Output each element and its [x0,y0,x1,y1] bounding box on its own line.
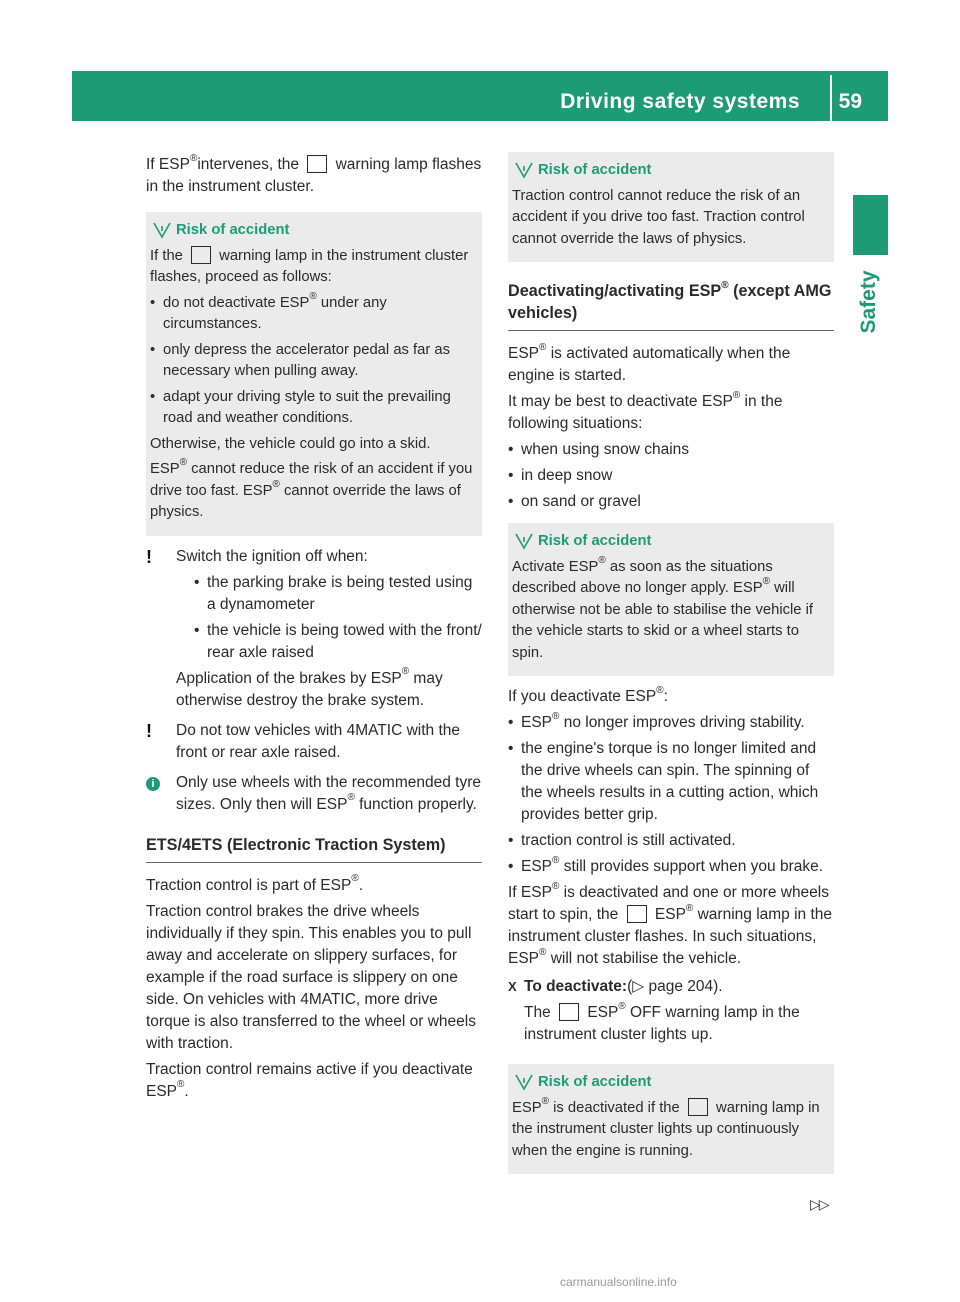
right-column: Risk of accident Traction control cannot reduce the risk of an accident if you drive too fast. Traction control cannot override the laws of physics. Deactivating/activating ESP® (except AMG vehicles) ESP® is activated automatically when the engine is started. It may be best to deactivate ESP® in the following situations: • when using snow chains • in deep snow • on sand or gravel Risk of accident Activate ESP® as soon as the situations described above no longer apply. ESP® will otherwise not be able to stabilise the vehicle if the vehicle starts to skid or a wheel starts to spin. If you deactivate ESP®: • ESP® no longer improves driving stability. • the engine's torque is no longer limited and the drive wheels can spin. The spinning of the wheels results in a cutting action, which provides better grip. • traction control is still activated. • ESP® still provides support when you brake. If ESP® is deactivated and one or more wheels start to spin, the ESP® warning lamp in the instrument cluster flashes. In such situations, ESP® will not stabilise the vehicle. X To deactivate:(▷ page 204). The ESP® OFF warning lamp in the instrument cluster lights up. Risk of accident ESP® is deactivated if the warning lamp in the instrument cluster lights up continuously when the engine is running. [508,152,834,1184]
exclamation-icon: ! [146,546,152,567]
warning-box: Risk of accident Traction control cannot reduce the risk of an accident if you drive too fast. Traction control cannot override the laws of physics. [508,152,834,262]
warning-heading: Risk of accident [512,1072,830,1094]
instruction-step: X To deactivate:(▷ page 204). The ESP® OFF warning lamp in the instrument cluster lights up. [508,978,800,1043]
esp-warning-icon [191,246,211,264]
continue-arrows-icon: ▷▷ [810,1196,828,1212]
warning-box: Risk of accident ESP® is deactivated if the warning lamp in the instrument cluster lights up continuously when the engine is running. [508,1064,834,1174]
list-item: • on sand or gravel [508,491,834,513]
warning-box: Risk of accident If the warning lamp in the instrument cluster flashes, proceed as follows: • do not deactivate ESP® under any circumstances. • only depress the accelerator pedal as far as necessary when pulling away. • adapt your driving style to suit the prevailing road and weather conditions. Otherwise, the vehicle could go into a skid. ESP® cannot reduce the risk of an accident if you drive too fast. ESP® cannot override the laws of physics. [146,212,482,536]
list-item: • ESP® no longer improves driving stability. [508,712,834,734]
esp-off-icon [559,1003,579,1021]
list-item: • the parking brake is being tested using a dynamometer [194,572,482,616]
warning-box: Risk of accident Activate ESP® as soon as the situations described above no longer apply. ESP® will otherwise not be able to stabilise the vehicle if the vehicle starts to skid or a wheel starts to spin. [508,523,834,676]
section-heading: Deactivating/activating ESP® (except AMG vehicles) [508,280,834,331]
header-divider [830,75,832,121]
body-paragraph: Traction control brakes the drive wheels individually if they spin. This enables you to pull away and accelerate on slippery surfaces, for example if the road surface is slippery on one side. On vehicles with 4MATIC, more drive torque is also transferred to the wheel or wheels with traction. [146,902,476,1052]
chapter-tab [853,195,888,255]
esp-warning-icon [627,905,647,923]
exclamation-icon: ! [146,720,152,741]
section-heading: ETS/4ETS (Electronic Traction System) [146,834,482,863]
step-arrow-icon: X [508,979,517,994]
info-icon: i [146,777,160,791]
list-item: • adapt your driving style to suit the prevailing road and weather conditions. [150,387,478,430]
chapter-tab-label: Safety [857,270,880,334]
page-number: 59 [838,90,862,113]
esp-warning-icon [307,155,327,173]
esp-off-icon [688,1098,708,1116]
warning-text: Otherwise, the vehicle could go into a skid. [150,435,431,452]
warning-heading: Risk of accident [512,160,830,182]
list-item: • when using snow chains [508,439,834,461]
watermark: carmanualsonline.info [560,1275,677,1289]
intro-paragraph: If ESP®intervenes, the warning lamp flashes in the instrument cluster. [146,152,482,195]
warning-heading: Risk of accident [512,531,830,553]
warning-triangle-icon [150,222,176,240]
left-column: If ESP®intervenes, the warning lamp flashes in the instrument cluster. Risk of accident If the warning lamp in the instrument cluster flashes, proceed as follows: • do not deactivate ESP® under any circumstances. • only depress the accelerator pedal as far as necessary when pulling away. • adapt your driving style to suit the prevailing road and weather conditions. Otherwise, the vehicle could go into a skid. ESP® cannot reduce the risk of an accident if you drive too fast. ESP® cannot override the laws of physics. ! Switch the ignition off when: • the parking brake is being tested using a dynamometer • the vehicle is being towed with the front/ rear axle raised Application of the brakes by ESP® may otherwise destroy the brake system. ! Do not tow vehicles with 4MATIC with the front or rear axle raised. i Only use wheels with the recommended tyre sizes. Only then will ESP® function properly. ETS/4ETS (Electronic Traction System) Traction control is part of ESP®. Traction control brakes the drive wheels individually if they spin. This enables you to pull away and accelerate on slippery surfaces, for example if the road surface is slippery on one side. On vehicles with 4MATIC, more drive torque is also transferred to the wheel or wheels with traction. Traction control remains active if you deactivate ESP®. [146,154,482,1107]
warning-triangle-icon [512,162,538,180]
section-title: Driving safety systems [560,90,800,113]
list-item: • in deep snow [508,465,834,487]
list-item: • only depress the accelerator pedal as far as necessary when pulling away. [150,340,478,383]
caution-note: ! Switch the ignition off when: • the parking brake is being tested using a dynamometer • the vehicle is being towed with the front/ rear axle raised Application of the brakes by ESP® may otherwise destroy the brake system. [146,546,482,712]
list-item: • do not deactivate ESP® under any circumstances. [150,293,478,336]
caution-note: ! Do not tow vehicles with 4MATIC with the front or rear axle raised. [146,720,460,761]
warning-triangle-icon [512,1074,538,1092]
list-item: • ESP® still provides support when you brake. [508,856,834,878]
warning-heading: Risk of accident [150,220,478,242]
list-item: • the vehicle is being towed with the front/ rear axle raised [194,620,482,664]
warning-triangle-icon [512,533,538,551]
list-item: • traction control is still activated. [508,830,834,852]
info-note: i Only use wheels with the recommended tyre sizes. Only then will ESP® function properly. [146,772,482,816]
page-reference-link[interactable]: (▷ page 204). [627,978,723,995]
warning-text: ESP® cannot reduce the risk of an accident if you drive too fast. ESP® cannot override the laws of physics. [150,457,473,520]
page-header [72,71,888,121]
list-item: • the engine's torque is no longer limited and the drive wheels can spin. The spinning of the wheels results in a cutting action, which provides better grip. [508,738,834,826]
